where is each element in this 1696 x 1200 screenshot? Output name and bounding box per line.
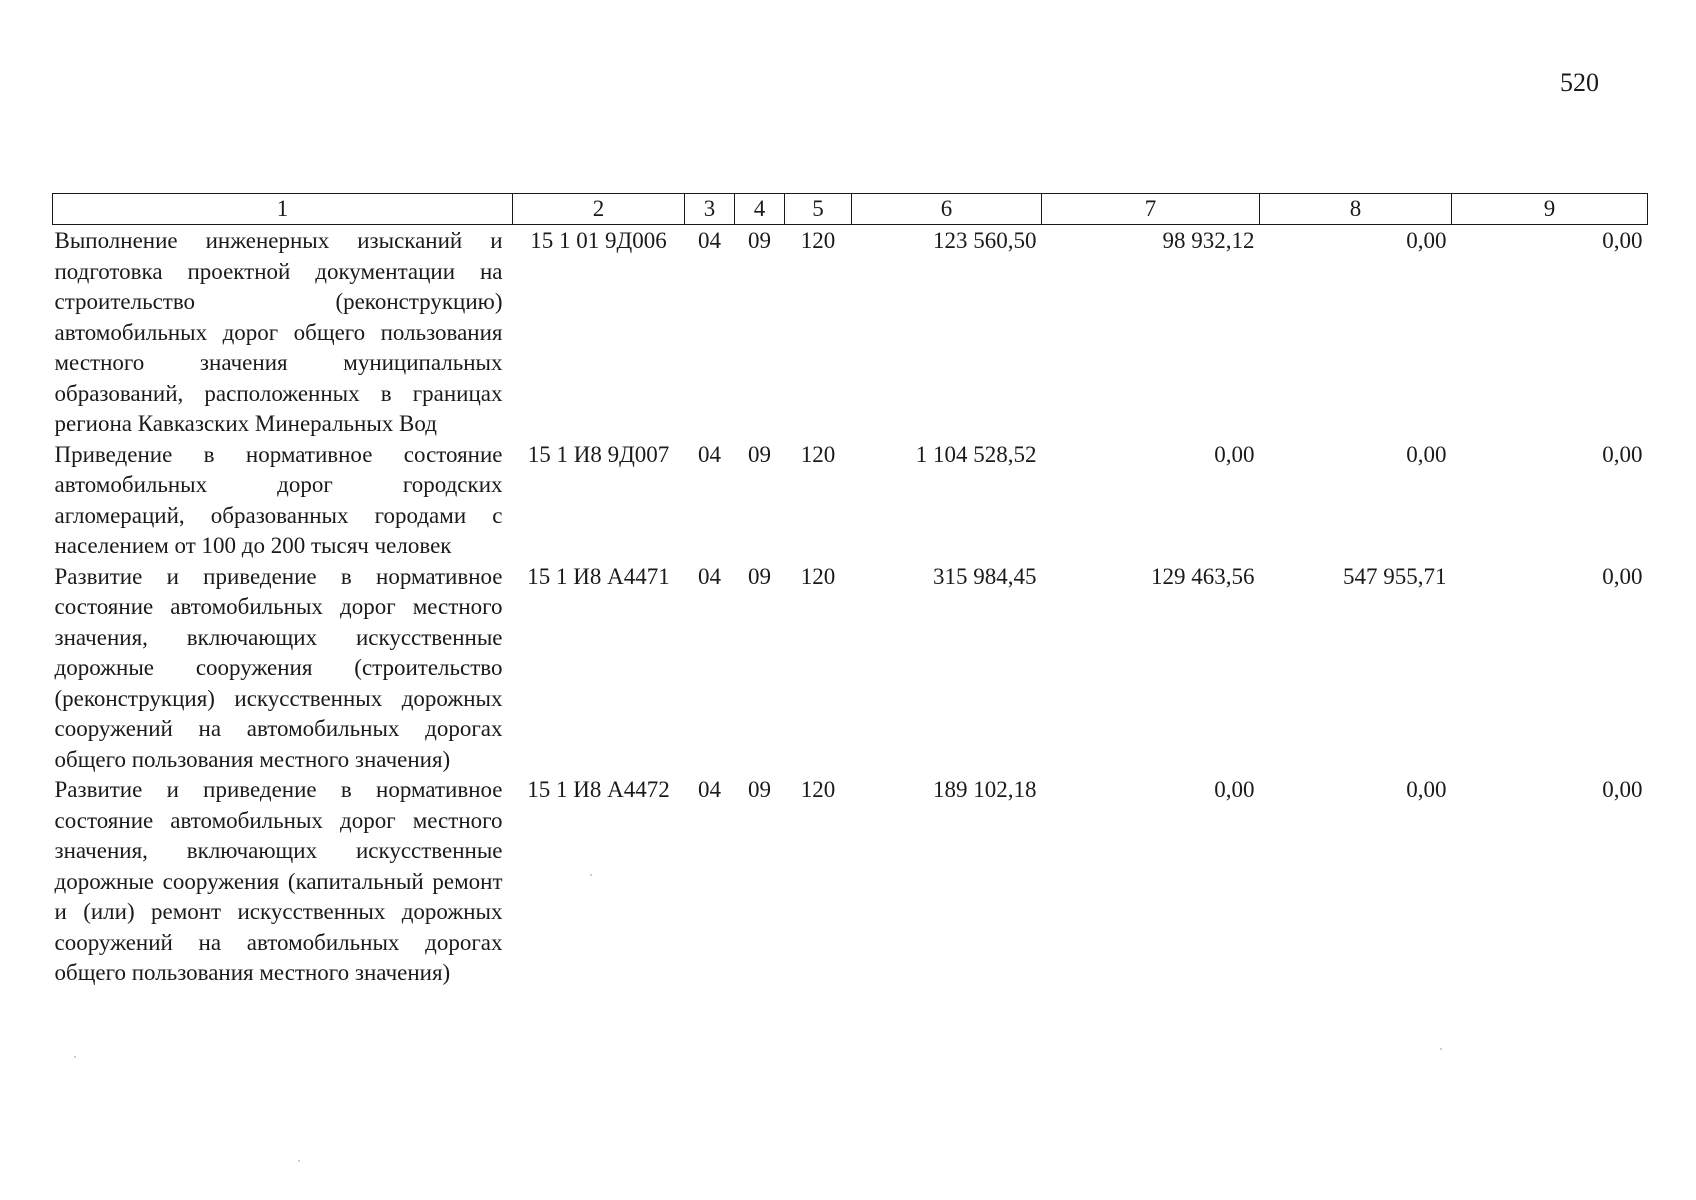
row-col4: 09 [748, 441, 771, 467]
header-col-2: 2 [513, 194, 685, 225]
header-col-8: 8 [1260, 194, 1452, 225]
row-col7: 98 932,12 [1162, 228, 1255, 253]
row-code: 15 1 И8 9Д007 [527, 441, 670, 467]
row-col6: 1 104 528,52 [915, 441, 1037, 467]
scan-speck [1440, 1048, 1442, 1050]
row-col7: 129 463,56 [1151, 563, 1255, 589]
row-col6: 123 560,50 [933, 228, 1037, 253]
table-header [53, 194, 1648, 225]
row-col9: 0,00 [1602, 228, 1643, 253]
row-col7: 0,00 [1214, 777, 1255, 802]
table-body [53, 225, 1648, 989]
row-col4: 09 [748, 563, 771, 589]
header-row [53, 194, 1648, 225]
row-description: Развитие и приведение в нормативное состояние автомобильных дорог местного значения, включающих искусственные дорожные сооружения (строительство (реконструкция) искусственных дорожных сооружений на автомобильных дорогах общего пользования местного значения) [54, 563, 503, 772]
header-col-6: 6 [852, 194, 1042, 225]
row-col9: 0,00 [1602, 563, 1643, 589]
table-row [53, 562, 1648, 776]
row-col6: 315 984,45 [933, 563, 1037, 589]
row-description: Приведение в нормативное состояние автомобильных дорог городских агломераций, образованных городами с населением от 100 до 200 тысяч человек [54, 441, 503, 558]
scan-speck [298, 1160, 300, 1162]
row-col3: 04 [698, 441, 721, 467]
header-col-3: 3 [685, 194, 735, 225]
table-row [53, 440, 1648, 562]
row-col9: 0,00 [1602, 441, 1643, 467]
row-description: Развитие и приведение в нормативное состояние автомобильных дорог местного значения, включающих искусственные дорожные сооружения (капитальный ремонт и (или) ремонт искусственных дорожных сооружений на автомобильных дорогах общего пользования местного значения) [54, 777, 503, 985]
row-col8: 547 955,71 [1343, 563, 1447, 589]
header-col-1: 1 [53, 194, 513, 225]
budget-table [52, 193, 1648, 989]
row-col4: 09 [748, 228, 771, 253]
row-col5: 120 [800, 228, 836, 253]
row-col8: 0,00 [1406, 441, 1447, 467]
page-number: 520 [1560, 68, 1599, 97]
row-col4: 09 [748, 777, 771, 802]
scan-speck [74, 1056, 76, 1058]
row-col5: 120 [800, 563, 836, 589]
row-col5: 120 [800, 777, 836, 802]
header-col-5: 5 [785, 194, 852, 225]
row-description: Выполнение инженерных изысканий и подготовка проектной документации на строительство (реконструкцию) автомобильных дорог общего пользования местного значения муниципальных образований, расположенных в границах региона Кавказских Минеральных Вод [54, 228, 503, 436]
row-code: 15 1 И8 А4472 [527, 777, 670, 802]
row-col9: 0,00 [1602, 777, 1643, 802]
row-col5: 120 [800, 441, 836, 467]
header-col-4: 4 [735, 194, 785, 225]
table-row [53, 225, 1648, 440]
scan-speck [590, 874, 592, 876]
row-code: 15 1 01 9Д006 [530, 228, 667, 253]
row-col3: 04 [698, 228, 721, 253]
row-col3: 04 [698, 563, 721, 589]
header-col-9: 9 [1452, 194, 1648, 225]
header-col-7: 7 [1042, 194, 1260, 225]
table-row [53, 775, 1648, 989]
row-col3: 04 [698, 777, 721, 802]
row-col8: 0,00 [1406, 228, 1447, 253]
row-col7: 0,00 [1214, 441, 1255, 467]
row-col6: 189 102,18 [933, 777, 1037, 802]
row-col8: 0,00 [1406, 777, 1447, 802]
row-code: 15 1 И8 А4471 [527, 563, 670, 589]
